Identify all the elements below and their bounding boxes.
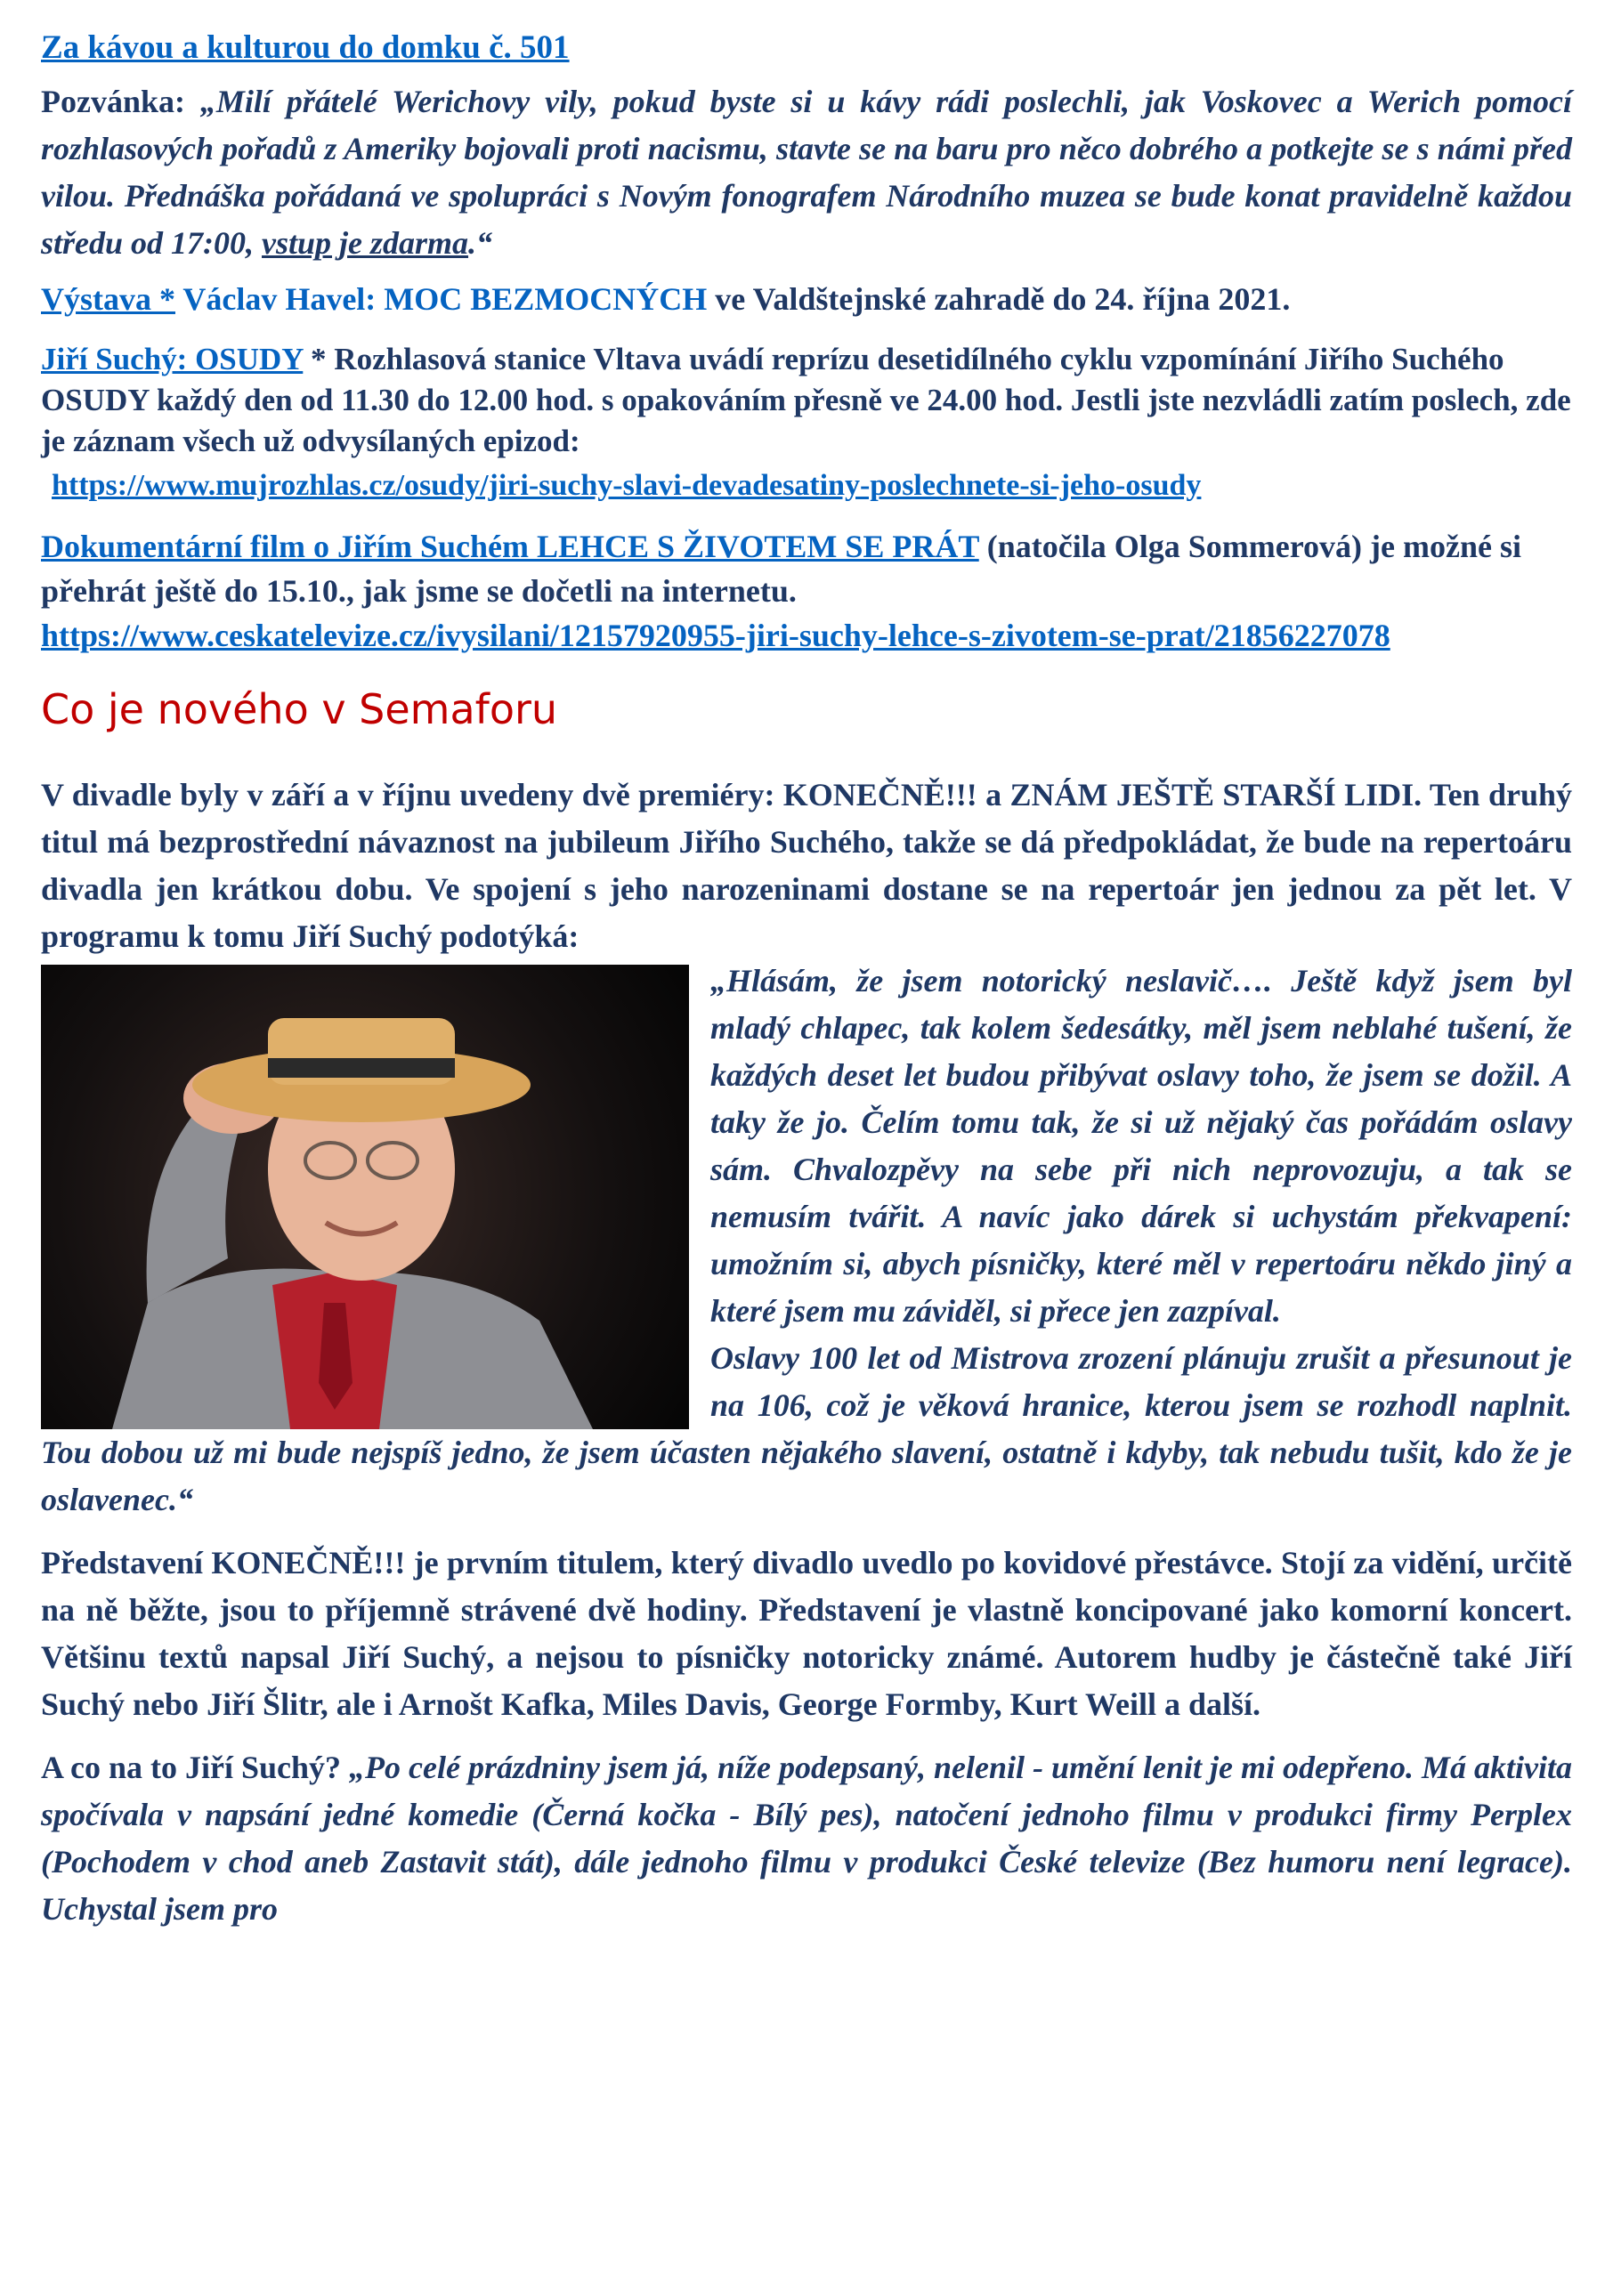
osudy-url-link[interactable]: https://www.mujrozhlas.cz/osudy/jiri-suchy-slavi-devadesatiny-poslechnete-si-jeho-osudy <box>52 469 1202 502</box>
semafor-quote-wrapped: „Hlásám, že jsem notorický neslavič…. Ještě když jsem byl mladý chlapec, tak kolem šedesátky, měl jsem neblahé tušení, že každých deset let budou přibývat oslavy toho, že jsem se dožil. A taky že jo. Čelím tomu tak, že si už nějaký čas pořádám oslavy sám. Chvalozpěvy na sebe při nich neprovozuju, a tak se nemusím tvářit. A navíc jako dárek si uchystám překvapení: umožním si, abych písničky, které měl v repertoáru někdo jiný a které jsem mu záviděl, si přece jen zazpíval. <box>710 963 1572 1329</box>
exhibit-link[interactable]: Výstava * <box>41 281 175 317</box>
portrait-illustration <box>41 965 689 1429</box>
section-title-semafor: Co je nového v Semaforu <box>41 685 558 733</box>
semafor-paragraph-1 <box>41 772 1572 960</box>
invite-label: Pozvánka: <box>41 84 185 119</box>
osudy-text: * Rozhlasová stanice Vltava uvádí reprízu desetidílného cyklu vzpomínání Jiřího Suchého OSUDY každý den od 11.30 do 12.00 hod. s opakováním přesně ve 24.00 hod. Jestli jste nezvládli zatím poslech, zde je záznam všech už odvysílaných epizod: <box>41 342 1571 458</box>
film-link[interactable]: Dokumentární film o Jiřím Suchém LEHCE S ŽIVOTEM SE PRÁT <box>41 529 979 564</box>
invite-end: .“ <box>468 225 493 261</box>
semafor-quote-2: Oslavy 100 let od Mistrova zrození plánuju zrušit a přesunout je na 106, což je věková hranice, kterou jsem se rozhodl naplnit. Tou dobou už mi bude nejspíš jedno, že jsem účasten nějakého slavení, ostatně i kdyby, tak nebudu tušit, kdo že je oslavenec.“ <box>41 1340 1572 1517</box>
exhibit-title: Václav Havel: MOC BEZMOCNÝCH <box>175 281 708 317</box>
semafor-paragraph-4 <box>41 1744 1572 1933</box>
heading-kava-kultura <box>41 27 1572 69</box>
free-entry-link[interactable]: vstup je zdarma <box>262 225 469 261</box>
osudy-url-row <box>52 464 1572 508</box>
invite-paragraph <box>41 78 1572 267</box>
heading-link[interactable]: Za kávou a kulturou do domku č. 501 <box>41 29 570 66</box>
exhibit-text: ve Valdštejnské zahradě do 24. října 2021. <box>707 281 1291 317</box>
film-paragraph <box>41 524 1572 613</box>
film-url-row <box>41 613 1572 658</box>
photo-wrap <box>41 958 1572 1524</box>
film-text: (natočila Olga Sommerová) je možné si přehrát ještě do 15.10., jak jsme se dočetli na internetu. <box>41 529 1521 609</box>
osudy-link[interactable]: Jiří Suchý: OSUDY <box>41 342 304 376</box>
invite-text: „Milí přátelé Werichovy vily, pokud byste si u kávy rádi poslechli, jak Voskovec a Werich pomocí rozhlasových pořadů z Ameriky bojovali proti nacismu, stavte se na baru pro něco dobrého a potkejte se s námi před vilou. Přednáška pořádaná ve spolupráci s Novým fonografem Národního muzea se bude konat pravidelně každou středu od 17:00, <box>41 84 1572 261</box>
para4-plain: A co na to Jiří Suchý? <box>41 1750 342 1785</box>
portrait-photo <box>41 965 689 1429</box>
para4-quote: „Po celé prázdniny jsem já, níže podepsaný, nelenil - umění lenit je mi odepřeno. Má aktivita spočívala v napsání jedné komedie (Černá kočka - Bílý pes), natočení jednoho filmu v produkci firmy Perplex (Pochodem v chod aneb Zastavit stát), dále jednoho filmu v produkci České televize (Bez humoru není legrace). Uchystal jsem pro <box>41 1750 1572 1927</box>
para1-plain: V divadle byly v září a v říjnu uvedeny dvě premiéry: KONEČNĚ!!! a ZNÁM JEŠTĚ STARŠÍ LIDI. Ten druhý titul má bezprostřední návaznost na jubileum Jiřího Suchého, takže se dá předpokládat, že bude na repertoáru divadla jen krátkou dobu. Ve spojení s jeho narozeninami dostane se na repertoár jen jednou za pět let. V programu k tomu Jiří Suchý podotýká: <box>41 777 1572 954</box>
osudy-paragraph <box>41 339 1572 462</box>
semafor-paragraph-3: Představení KONEČNĚ!!! je prvním titulem, který divadlo uvedlo po kovidové přestávce. Stojí za vidění, určitě na ně běžte, jsou to příjemně strávené dvě hodiny. Představení je vlastně koncipované jako komorní koncert. Většinu textů napsal Jiří Suchý, a nejsou to písničky notoricky známé. Autorem hudby je částečně také Jiří Suchý nebo Jiří Šlitr, ale i Arnošt Kafka, Miles Davis, George Formby, Kurt Weill a další. <box>41 1545 1572 1722</box>
film-url-link[interactable]: https://www.ceskatelevize.cz/ivysilani/12157920955-jiri-suchy-lehce-s-zivotem-se-prat/21856227078 <box>41 618 1390 653</box>
exhibit-paragraph <box>41 276 1572 323</box>
